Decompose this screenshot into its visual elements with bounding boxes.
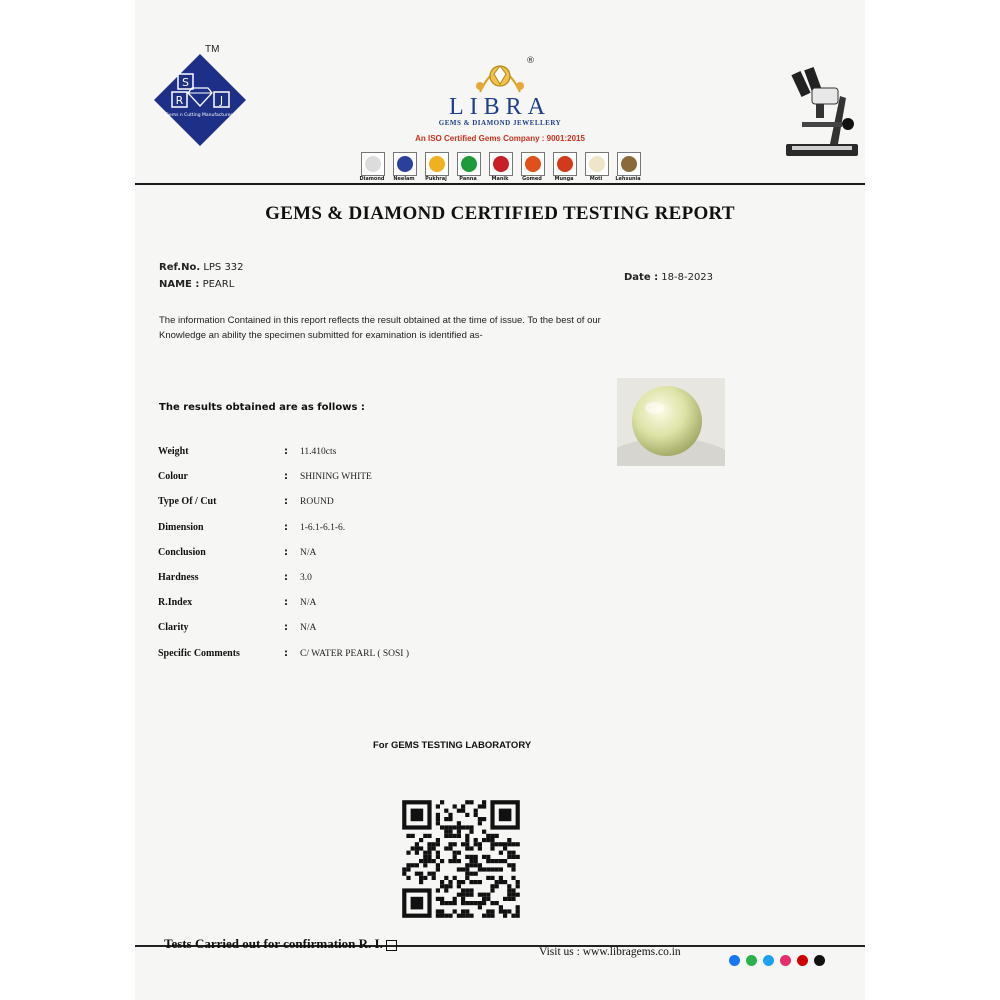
gem-chip <box>425 152 449 176</box>
result-colon: : <box>284 446 288 457</box>
registered-mark: ® <box>526 56 535 66</box>
result-label: Dimension <box>158 521 204 533</box>
srj-tagline: Gems n Cutting Manufacturers <box>165 113 235 118</box>
gem-stone-icon <box>525 156 541 172</box>
gem-chip <box>585 152 609 176</box>
footer-website: Visit us : www.libragems.co.in <box>539 946 681 958</box>
tests-text: Tests Carried out for confirmation R. I. <box>164 936 383 951</box>
result-value: SHINING WHITE <box>300 472 372 483</box>
result-label: Specific Comments <box>158 647 240 659</box>
gem-name: Moti <box>589 176 603 182</box>
results-heading: The results obtained are as follows : <box>159 402 365 413</box>
result-label: Colour <box>158 471 188 483</box>
gem-strip <box>358 150 658 184</box>
name-label: NAME : <box>159 279 200 290</box>
result-label: R.Index <box>158 597 193 609</box>
gem-stone-icon <box>621 156 637 172</box>
result-colon: : <box>284 521 288 533</box>
gem-name: Manik <box>491 176 509 182</box>
result-value: N/A <box>300 547 317 558</box>
name-value: PEARL <box>202 279 235 290</box>
intro-line: The information Contained in this report reflects the result obtained at the time of issue. To the best of our <box>159 315 601 326</box>
gem-chip <box>361 152 385 176</box>
srj-letter-r: R <box>175 94 184 107</box>
pearl-image <box>617 378 725 466</box>
header-divider <box>135 183 865 185</box>
gem-swatch <box>358 150 386 184</box>
date-label: Date : <box>624 272 659 283</box>
gem-swatch <box>550 150 578 184</box>
specimen-name <box>159 279 234 290</box>
result-colon: : <box>284 647 288 659</box>
intro-line: Knowledge an ability the specimen submitted for examination is identified as- <box>159 330 483 341</box>
intro-paragraph <box>159 313 759 343</box>
gem-name: Diamond <box>359 176 385 182</box>
gem-chip <box>617 152 641 176</box>
gem-chip <box>553 152 577 176</box>
result-row <box>158 471 578 489</box>
result-row <box>158 648 578 666</box>
result-row <box>158 572 578 590</box>
libra-crest-icon <box>466 56 534 96</box>
facebook-icon <box>729 955 740 966</box>
gem-stone-icon <box>365 156 381 172</box>
result-colon: : <box>284 597 288 609</box>
result-label: Weight <box>158 446 189 457</box>
date-value: 18-8-2023 <box>661 272 714 283</box>
result-label: Type Of / Cut <box>158 496 217 508</box>
gem-chip <box>457 152 481 176</box>
result-colon: : <box>284 546 288 558</box>
result-value: ROUND <box>300 497 334 508</box>
gem-swatch <box>582 150 610 184</box>
result-value: N/A <box>300 598 317 609</box>
report-date <box>624 272 713 283</box>
gem-chip <box>393 152 417 176</box>
microscope-icon <box>782 66 862 164</box>
libra-name: LIBRA <box>449 94 551 120</box>
gem-swatch <box>486 150 514 184</box>
gem-swatch <box>518 150 546 184</box>
gem-swatch <box>454 150 482 184</box>
result-value: 1-6.1-6.1-6. <box>300 522 346 533</box>
qr-code <box>390 800 532 918</box>
gem-stone-icon <box>493 156 509 172</box>
ref-number <box>159 262 244 273</box>
iso-certification: An ISO Certified Gems Company : 9001:2015 <box>415 134 585 143</box>
result-colon: : <box>284 622 288 634</box>
gem-chip <box>521 152 545 176</box>
result-row <box>158 496 578 514</box>
ref-label: Ref.No. <box>159 262 201 273</box>
srj-letter-j: J <box>219 94 224 107</box>
result-row <box>158 522 578 540</box>
gem-swatch <box>390 150 418 184</box>
result-row <box>158 547 578 565</box>
result-row <box>158 597 578 615</box>
result-value: 11.410cts <box>300 447 337 457</box>
gem-name: Pukhraj <box>425 176 447 182</box>
srj-letter-s: S <box>182 76 189 89</box>
footer-tests <box>164 936 397 952</box>
gem-stone-icon <box>429 156 445 172</box>
gem-swatch <box>614 150 642 184</box>
result-row <box>158 446 578 464</box>
gem-chip <box>489 152 513 176</box>
gem-stone-icon <box>589 156 605 172</box>
gem-stone-icon <box>557 156 573 172</box>
result-value: C/ WATER PEARL ( SOSI ) <box>300 648 409 659</box>
srj-logo <box>152 52 248 148</box>
social-icons <box>729 950 826 964</box>
ref-value: LPS 332 <box>203 262 244 273</box>
result-value: N/A <box>300 623 317 634</box>
gem-name: Neelam <box>393 176 415 182</box>
result-value: 3.0 <box>300 573 312 583</box>
result-label: Clarity <box>158 622 189 634</box>
result-colon: : <box>284 572 288 583</box>
result-row <box>158 622 578 640</box>
checkbox-icon <box>386 940 397 951</box>
gem-stone-icon <box>397 156 413 172</box>
result-label: Conclusion <box>158 546 206 558</box>
gem-name: Lehsunia <box>615 176 641 182</box>
lab-signature-label: For GEMS TESTING LABORATORY <box>373 740 532 751</box>
report-title: GEMS & DIAMOND CERTIFIED TESTING REPORT <box>265 203 735 224</box>
gem-swatch <box>422 150 450 184</box>
gem-stone-icon <box>461 156 477 172</box>
gem-name: Panna <box>459 176 477 182</box>
result-colon: : <box>284 496 288 508</box>
pearl-photo <box>617 378 725 466</box>
libra-subtitle: GEMS & DIAMOND JEWELLERY <box>438 119 562 127</box>
gem-name: Munga <box>554 176 574 182</box>
trademark: TM <box>205 44 220 55</box>
result-colon: : <box>284 471 288 483</box>
result-label: Hardness <box>158 572 199 583</box>
gem-name: Gomed <box>522 176 542 182</box>
